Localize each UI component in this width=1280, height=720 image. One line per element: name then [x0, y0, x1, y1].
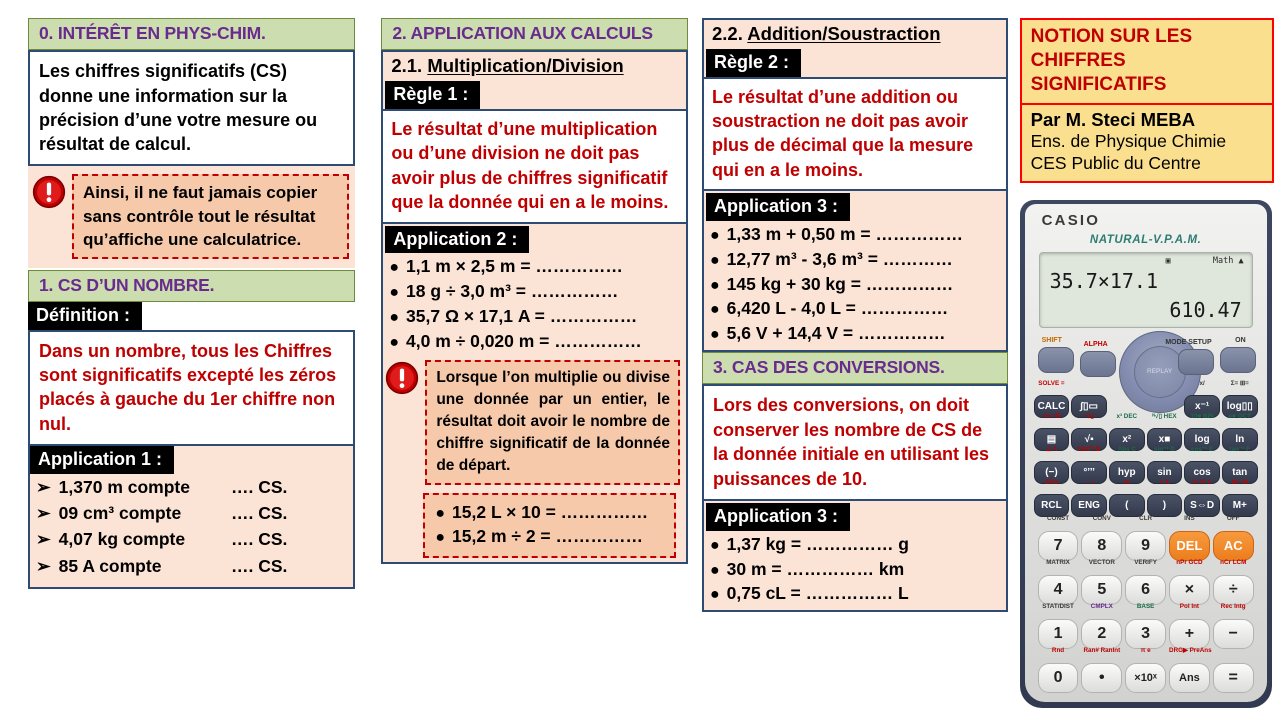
calc-key[interactable]: °’’’	[1071, 461, 1107, 484]
application1-list	[36, 474, 344, 579]
app1-item-text: 4,07 kg compte	[58, 529, 186, 550]
calculator-numpad-row-2	[1034, 558, 1258, 605]
mode-setup-key-label: MODE SETUP	[1165, 338, 1212, 346]
bullet-icon: ●	[709, 276, 720, 294]
list-item	[435, 500, 668, 525]
key-secondary-label: nCr LCM	[1220, 558, 1247, 566]
key-secondary-label: DRG▶ PreAns	[1169, 646, 1212, 654]
key-secondary-label: %	[1123, 478, 1130, 486]
calculator-brand: CASIO	[1041, 211, 1101, 229]
warning-text-1: Ainsi, il ne faut jamais copier sans contrôle tout le résultat qu’affiche une calculatrice.	[72, 174, 349, 258]
key-secondary-label: SOLVE =	[1038, 379, 1065, 387]
bullet-icon: ●	[389, 333, 400, 351]
key-secondary-label: Abs C	[1117, 445, 1136, 453]
column3-top	[702, 18, 1008, 77]
calc-key[interactable]: sin	[1147, 461, 1183, 484]
key-cell	[1169, 514, 1210, 561]
calc-key[interactable]: ▤	[1034, 428, 1070, 451]
intro-text: Les chiffres significatifs (CS) donne une information sur la précision d’une votre mesure ou résultat de calcul.	[39, 61, 318, 155]
key-secondary-label: sin⁻¹ D	[1154, 445, 1175, 453]
mode-key[interactable]	[1178, 349, 1214, 375]
list-item-text: 15,2 L × 10 = ……………	[452, 501, 649, 522]
subheading-number: 2.2.	[711, 23, 748, 44]
list-item	[710, 321, 1002, 346]
section-header-3: 3. CAS DES CONVERSIONS.	[702, 352, 1008, 384]
arrow-icon: ➢	[36, 503, 51, 524]
app1-item-text: 1,370 m compte	[58, 476, 190, 497]
title-line-1: NOTION SUR LES	[1030, 26, 1193, 47]
bullet-icon: ●	[389, 308, 400, 326]
calc-key-8[interactable]: 8	[1081, 531, 1122, 561]
key-secondary-label: VERIFY	[1134, 558, 1157, 566]
application3b-block	[702, 501, 1008, 612]
arrow-icon: ➢	[36, 555, 51, 576]
author-role: Ens. de Physique Chimie	[1030, 131, 1227, 152]
key-cell	[1081, 558, 1122, 605]
calc-key-3[interactable]: 3	[1125, 619, 1166, 649]
rule2-box	[702, 77, 1008, 192]
bullet-icon: ●	[709, 536, 720, 554]
key-cell	[1034, 478, 1070, 517]
display-cursor-icon: ▣	[1165, 255, 1171, 265]
column-2	[381, 18, 688, 708]
application1-box	[28, 446, 355, 589]
app1-item-answer: …. CS.	[231, 555, 288, 576]
intro-box	[28, 50, 355, 166]
key-secondary-label: VECTOR	[1088, 558, 1115, 566]
rule2-label-row	[704, 49, 1006, 77]
calc-key-equals[interactable]: =	[1213, 663, 1254, 693]
calculator-numpad-row-1	[1034, 514, 1258, 561]
calc-key-4[interactable]: 4	[1038, 575, 1079, 605]
key-secondary-label: ᴺ√▯ HEX	[1152, 412, 1177, 420]
calc-key-plus[interactable]: +	[1169, 619, 1210, 649]
calc-key[interactable]: hyp	[1109, 461, 1145, 484]
application3a-block	[702, 191, 1008, 352]
calc-key-5[interactable]: 5	[1081, 575, 1122, 605]
key-secondary-label: Rnd	[1051, 646, 1065, 654]
calc-key-6[interactable]: 6	[1125, 575, 1166, 605]
section-header-0: 0. INTÉRÊT EN PHYS-CHIM.	[28, 18, 355, 50]
list-item	[389, 279, 682, 304]
replay-label: REPLAY	[1134, 346, 1186, 398]
key-cell	[1213, 514, 1254, 561]
bullet-icon: ●	[709, 586, 720, 604]
key-secondary-label: Rec Intg	[1220, 602, 1246, 610]
extra-exercises-list	[431, 499, 668, 552]
calc-key-minus[interactable]: −	[1213, 619, 1254, 649]
key-secondary-label: x³ DEC	[1116, 412, 1138, 420]
author-school: CES Public du Centre	[1030, 153, 1201, 174]
subheading-2-2	[704, 20, 1006, 49]
list-item-text: 30 m = …………… km	[726, 558, 905, 579]
list-item-text: 1,33 m + 0,50 m = ……………	[726, 223, 964, 244]
calc-key[interactable]: (	[1109, 494, 1145, 517]
calc-key[interactable]: ln	[1222, 428, 1258, 451]
list-item	[36, 526, 344, 552]
conversion-box	[702, 384, 1008, 501]
key-secondary-label: nPr GCD	[1176, 558, 1203, 566]
key-secondary-label: ∠ A	[1045, 445, 1058, 453]
rule1-box	[383, 109, 686, 224]
list-item	[710, 247, 1002, 272]
key-secondary-label: CONV	[1092, 514, 1111, 522]
calc-key[interactable]: x■	[1147, 428, 1183, 451]
key-cell	[1213, 654, 1254, 693]
key-cell	[1147, 478, 1183, 517]
calc-key-1[interactable]: 1	[1038, 619, 1079, 649]
section-header-1: 1. CS D’UN NOMBRE.	[28, 270, 355, 302]
key-secondary-label: FACT B	[1077, 445, 1101, 453]
subheading-text: Addition/Soustraction	[747, 23, 941, 44]
calc-key[interactable]: log	[1184, 428, 1220, 451]
key-secondary-label: CMPLX	[1090, 602, 1113, 610]
key-secondary-label: e■ OCT	[1228, 412, 1251, 420]
definition-label-row	[28, 302, 355, 330]
list-item-text: 4,0 m ÷ 0,020 m = ……………	[406, 330, 642, 351]
calc-key[interactable]: log▯▯	[1222, 395, 1258, 418]
calc-key-7[interactable]: 7	[1038, 531, 1079, 561]
key-secondary-label: STO	[1045, 478, 1058, 486]
calc-key[interactable]: )	[1147, 494, 1183, 517]
shift-key[interactable]	[1038, 347, 1074, 373]
list-item-text: 35,7 Ω × 17,1 A = ……………	[406, 305, 638, 326]
calculator-face	[1025, 204, 1267, 702]
on-key-label: ON	[1235, 336, 1246, 344]
subheading-number: 2.1.	[391, 55, 428, 77]
key-cell	[1081, 514, 1122, 561]
bullet-icon: ●	[389, 283, 400, 301]
calc-key[interactable]: cos	[1184, 461, 1220, 484]
extra-exercises-box	[423, 493, 676, 559]
subheading-text: Multiplication/Division	[427, 55, 624, 77]
app1-item-answer: …. CS.	[231, 529, 288, 550]
list-item	[710, 272, 1002, 297]
key-cell	[1038, 514, 1079, 561]
key-secondary-label: cos⁻¹ E	[1191, 445, 1214, 453]
definition-box	[28, 330, 355, 447]
column-1	[28, 18, 355, 708]
list-item-text: 5,6 V + 14,4 V = ……………	[726, 323, 946, 344]
bullet-icon: ●	[389, 259, 400, 277]
calc-key[interactable]: M+	[1222, 494, 1258, 517]
alpha-key-label: ALPHA	[1083, 340, 1108, 348]
display-mode-indicator: Math ▲	[1212, 255, 1244, 266]
key-cell	[1222, 478, 1258, 517]
calc-key[interactable]: x⁻¹	[1184, 395, 1220, 418]
calculator-function-row-4	[1034, 478, 1258, 517]
calculator-top-keys	[1034, 337, 1258, 385]
bullet-icon: ●	[709, 326, 720, 344]
definition-label: Définition :	[28, 302, 142, 330]
calculator-display	[1039, 252, 1253, 328]
calc-key[interactable]: (−)	[1034, 461, 1070, 484]
author-name: Par M. Steci MEBA	[1030, 109, 1196, 131]
key-secondary-label: M− M	[1231, 478, 1248, 486]
list-item	[389, 254, 682, 279]
calc-key-del[interactable]: DEL	[1169, 531, 1210, 561]
warning-icon	[385, 361, 419, 395]
list-item	[389, 304, 682, 329]
title-line-2: CHIFFRES SIGNIFICATIFS	[1030, 49, 1167, 95]
display-result: 610.47	[1169, 297, 1242, 322]
key-cell	[1109, 478, 1145, 517]
bullet-icon: ●	[709, 301, 720, 319]
column-4	[1020, 18, 1274, 708]
application3b-list	[706, 531, 1002, 609]
list-item	[36, 553, 344, 579]
calc-key[interactable]: ∫▯▭	[1071, 395, 1107, 418]
key-secondary-label: Σ= ⊞=	[1230, 379, 1249, 387]
key-secondary-label: ▪⅟▪ ÷R	[1042, 412, 1061, 420]
calc-key-ans[interactable]: Ans	[1169, 663, 1210, 693]
app1-item-text: 85 A compte	[58, 555, 162, 576]
arrow-icon: ➢	[36, 529, 51, 550]
column2-body	[381, 50, 688, 564]
rule2-text: Le résultat d’une addition ou soustraction ne doit pas avoir plus de décimal que la mesure qui en a le moins.	[711, 86, 974, 180]
conversion-text: Lors des conversions, on doit conserver les nombre de CS de la donnée initiale en utilisant les puissances de 10.	[712, 395, 990, 489]
key-secondary-label: ⁿ√▯	[1084, 412, 1094, 420]
calculator-model: NATURAL-V.P.A.M.	[1089, 233, 1202, 246]
key-secondary-label: x/	[1199, 379, 1205, 387]
calc-key-0[interactable]: 0	[1038, 663, 1079, 693]
calc-key[interactable]: x²	[1109, 428, 1145, 451]
key-cell	[1213, 602, 1254, 649]
list-item-text: 0,75 cL = …………… L	[726, 583, 909, 604]
warning-icon	[32, 175, 66, 209]
list-item-text: 1,37 kg = …………… g	[726, 533, 909, 554]
calc-key-decimal[interactable]: •	[1081, 663, 1122, 693]
list-item	[435, 524, 668, 549]
column-3	[702, 18, 1008, 708]
list-item-text: 18 g ÷ 3,0 m³ = ……………	[406, 280, 619, 301]
list-item-text: 15,2 m ÷ 2 = ……………	[452, 526, 644, 547]
subheading-2-1	[383, 52, 686, 81]
key-cell	[1071, 478, 1107, 517]
calc-key[interactable]: RCL	[1034, 494, 1070, 517]
app1-item-text: 09 cm³ compte	[58, 503, 182, 524]
rule1-label-row	[383, 81, 686, 109]
bullet-icon: ●	[435, 504, 446, 522]
key-secondary-label: ← i	[1084, 478, 1095, 486]
calc-key[interactable]: CALC	[1034, 395, 1070, 418]
calc-key[interactable]: ENG	[1071, 494, 1107, 517]
application3a-label: Application 3 :	[706, 193, 850, 221]
key-cell	[1038, 602, 1079, 649]
list-item	[710, 532, 1002, 557]
rule1-text: Le résultat d’une multiplication ou d’une division ne doit pas avoir plus de chiffres significatif que la donnée qui en a le moins.	[391, 118, 669, 213]
key-cell	[1081, 602, 1122, 649]
bullet-icon: ●	[709, 226, 720, 244]
key-cell	[1184, 478, 1220, 517]
bullet-icon: ●	[435, 529, 446, 547]
author-card	[1020, 105, 1274, 183]
key-cell	[1125, 558, 1166, 605]
key-secondary-label: Pol Int	[1179, 602, 1200, 610]
application3a-list	[706, 221, 1002, 348]
calc-key[interactable]: √▪	[1071, 428, 1107, 451]
application2-list	[385, 253, 682, 355]
list-item	[710, 557, 1002, 582]
key-cell	[1169, 558, 1210, 605]
bullet-icon: ●	[709, 251, 720, 269]
key-secondary-label: INS	[1184, 514, 1195, 522]
warning-callout-1	[28, 166, 355, 267]
app1-item-answer: …. CS.	[231, 503, 288, 524]
key-cell	[1038, 646, 1079, 693]
calc-key-ac[interactable]: AC	[1213, 531, 1254, 561]
definition-text: Dans un nombre, tous les Chiffres sont significatifs excepté les zéros placés à gauche du 1er chiffre non nul.	[39, 340, 337, 434]
key-secondary-label: ⅟▪ ⅟▪ Y	[1192, 478, 1212, 486]
calc-key-divide[interactable]: ÷	[1213, 575, 1254, 605]
key-secondary-label: BASE	[1136, 602, 1155, 610]
list-item	[710, 222, 1002, 247]
list-item-text: 1,1 m × 2,5 m = ……………	[406, 256, 623, 277]
display-expression: 35.7×17.1	[1049, 268, 1158, 293]
alpha-key[interactable]	[1080, 351, 1116, 377]
calc-key-exp[interactable]: ×10ˣ	[1125, 663, 1166, 693]
key-cell	[1125, 646, 1166, 693]
list-item-text: 6,420 L - 4,0 L = ……………	[726, 298, 949, 319]
calc-key-9[interactable]: 9	[1125, 531, 1166, 561]
application2-label: Application 2 :	[385, 226, 529, 254]
list-item-text: 12,77 m³ - 3,6 m³ = …………	[726, 248, 953, 269]
document-title	[1020, 18, 1274, 105]
rule2-label: Règle 2 :	[706, 49, 801, 77]
calc-key-multiply[interactable]: ×	[1169, 575, 1210, 605]
rule1-label: Règle 1 :	[385, 81, 480, 109]
key-cell	[1125, 602, 1166, 649]
list-item	[710, 296, 1002, 321]
key-secondary-label: STAT/DIST	[1042, 602, 1074, 610]
calculator-numpad-row-3	[1034, 602, 1258, 649]
list-item	[36, 500, 344, 526]
key-secondary-label: Ran# RanInt	[1083, 646, 1121, 654]
app1-item-answer: …. CS.	[231, 476, 288, 497]
warning-text-2: Lorsque l’on multiplie ou divise une donnée par un entier, le résultat doit avoir le nombre de chiffre significatif de la donnée de départ.	[425, 360, 680, 485]
arrow-icon: ➢	[36, 476, 51, 497]
list-item-text: 145 kg + 30 kg = ……………	[726, 273, 954, 294]
key-cell	[1169, 602, 1210, 649]
calculator-image	[1020, 200, 1272, 708]
key-secondary-label: CLR	[1139, 514, 1153, 522]
shift-key-label: SHIFT	[1041, 336, 1062, 344]
on-key[interactable]	[1220, 347, 1256, 373]
warning-callout-2	[383, 356, 686, 487]
application3b-label: Application 3 :	[706, 503, 850, 531]
key-secondary-label: π e	[1140, 646, 1151, 654]
application2-block	[383, 224, 686, 356]
bullet-icon: ●	[709, 561, 720, 579]
key-cell	[1081, 646, 1122, 693]
section-header-2: 2. APPLICATION AUX CALCULS	[381, 18, 688, 50]
key-cell	[1213, 558, 1254, 605]
calc-key-2[interactable]: 2	[1081, 619, 1122, 649]
calc-key[interactable]: S⇔D	[1184, 494, 1220, 517]
key-secondary-label: tan⁻¹ F	[1229, 445, 1251, 453]
list-item	[389, 329, 682, 354]
key-secondary-label: 10■ BIN	[1190, 412, 1214, 420]
key-cell	[1125, 514, 1166, 561]
application1-heading: Application 1 :	[30, 446, 174, 474]
key-secondary-label: ⑂ X	[1159, 478, 1170, 486]
key-secondary-label: OFF	[1226, 514, 1240, 522]
list-item	[710, 581, 1002, 606]
key-cell	[1169, 646, 1212, 693]
key-cell	[1038, 558, 1079, 605]
calc-key[interactable]: tan	[1222, 461, 1258, 484]
key-secondary-label: CONST	[1047, 514, 1070, 522]
key-secondary-label: MATRIX	[1046, 558, 1070, 566]
list-item	[36, 474, 344, 500]
calculator-numpad-row-4	[1034, 646, 1258, 693]
